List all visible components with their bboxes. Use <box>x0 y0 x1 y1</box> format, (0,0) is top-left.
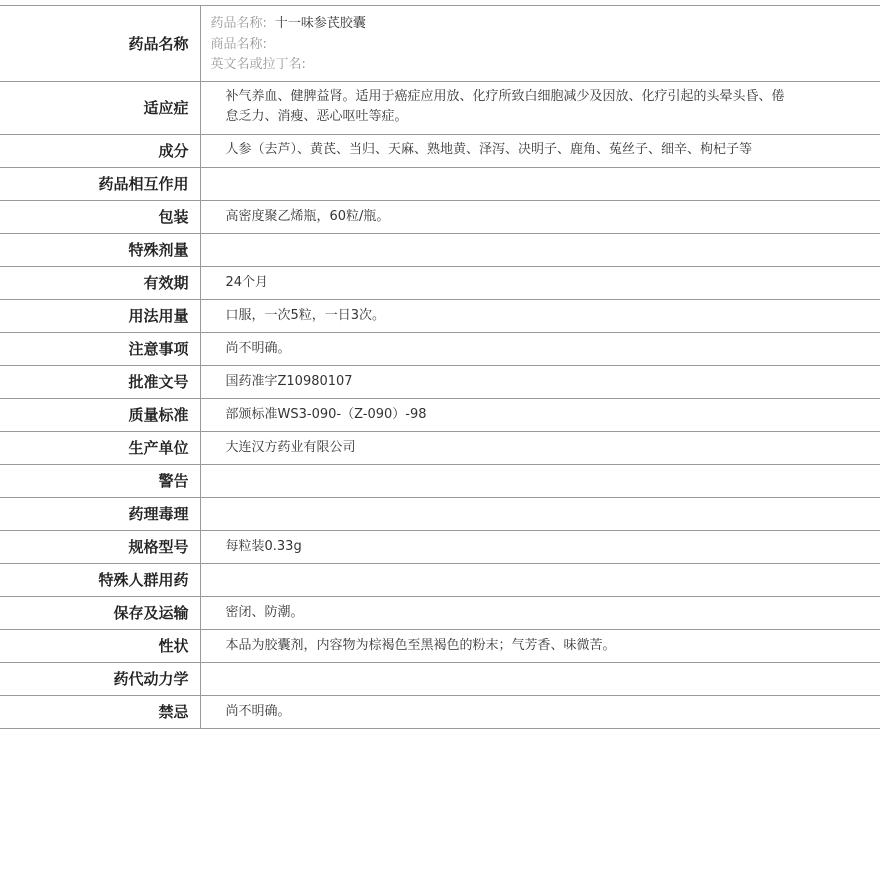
row-special-dosage <box>0 233 880 266</box>
row-value: 24个月 <box>200 266 880 299</box>
row-label: 成分 <box>0 134 200 167</box>
row-label: 药品相互作用 <box>0 167 200 200</box>
row-value <box>200 563 880 596</box>
row-quality-standard <box>0 398 880 431</box>
row-interactions <box>0 167 880 200</box>
row-label: 批准文号 <box>0 365 200 398</box>
row-manufacturer <box>0 431 880 464</box>
row-specification <box>0 530 880 563</box>
row-packaging <box>0 200 880 233</box>
row-value: 密闭、防潮。 <box>200 596 880 629</box>
row-precautions <box>0 332 880 365</box>
row-value: 高密度聚乙烯瓶，60粒/瓶。 <box>200 200 880 233</box>
row-label: 规格型号 <box>0 530 200 563</box>
row-approval-number <box>0 365 880 398</box>
row-storage <box>0 596 880 629</box>
row-pharmacokinetics <box>0 662 880 695</box>
row-ingredients <box>0 134 880 167</box>
row-warning <box>0 464 880 497</box>
row-value <box>200 662 880 695</box>
row-pharmacology <box>0 497 880 530</box>
row-shelf-life <box>0 266 880 299</box>
row-label: 适应症 <box>0 81 200 134</box>
row-label: 药理毒理 <box>0 497 200 530</box>
row-label: 警告 <box>0 464 200 497</box>
row-label: 特殊人群用药 <box>0 563 200 596</box>
row-value: 尚不明确。 <box>200 332 880 365</box>
row-value: 尚不明确。 <box>200 695 880 728</box>
row-label: 生产单位 <box>0 431 200 464</box>
row-value: 口服，一次5粒，一日3次。 <box>200 299 880 332</box>
row-label: 性状 <box>0 629 200 662</box>
english-name-label: 英文名或拉丁名: <box>210 57 306 72</box>
row-value: 大连汉方药业有限公司 <box>200 431 880 464</box>
generic-name-line <box>211 14 791 35</box>
english-name-line <box>211 55 791 76</box>
row-label: 包装 <box>0 200 200 233</box>
row-value <box>200 464 880 497</box>
row-value <box>200 497 880 530</box>
trade-name-line <box>211 35 791 56</box>
row-value: 本品为胶囊剂，内容物为棕褐色至黑褐色的粉末；气芳香、味微苦。 <box>200 629 880 662</box>
row-indications <box>0 81 880 134</box>
generic-name-value: 十一味参芪胶囊 <box>274 16 366 31</box>
row-label: 注意事项 <box>0 332 200 365</box>
row-value: 每粒装0.33g <box>200 530 880 563</box>
row-label: 禁忌 <box>0 695 200 728</box>
row-value: 补气养血、健脾益肾。适用于癌症应用放、化疗所致白细胞减少及因放、化疗引起的头晕头昏、倦怠乏力、消瘦、恶心呕吐等症。 <box>200 81 880 134</box>
row-special-populations <box>0 563 880 596</box>
row-value <box>200 167 880 200</box>
row-value: 人参（去芦）、黄芪、当归、天麻、熟地黄、泽泻、决明子、鹿角、菟丝子、细辛、枸杞子等 <box>200 134 880 167</box>
row-label: 用法用量 <box>0 299 200 332</box>
row-label: 药品名称 <box>0 6 200 82</box>
trade-name-label: 商品名称: <box>210 36 267 52</box>
row-label: 特殊剂量 <box>0 233 200 266</box>
row-value: 国药准字Z10980107 <box>200 365 880 398</box>
row-value: 部颁标准WS3-090-（Z-090）-98 <box>200 398 880 431</box>
row-value <box>200 233 880 266</box>
row-appearance <box>0 629 880 662</box>
row-label: 保存及运输 <box>0 596 200 629</box>
row-label: 有效期 <box>0 266 200 299</box>
row-label: 药代动力学 <box>0 662 200 695</box>
row-contraindications <box>0 695 880 728</box>
drug-name-block <box>200 6 880 82</box>
row-label: 质量标准 <box>0 398 200 431</box>
drug-info-table <box>0 5 880 729</box>
row-drug-name <box>0 6 880 82</box>
generic-name-label: 药品名称: <box>210 16 267 31</box>
row-dosage <box>0 299 880 332</box>
